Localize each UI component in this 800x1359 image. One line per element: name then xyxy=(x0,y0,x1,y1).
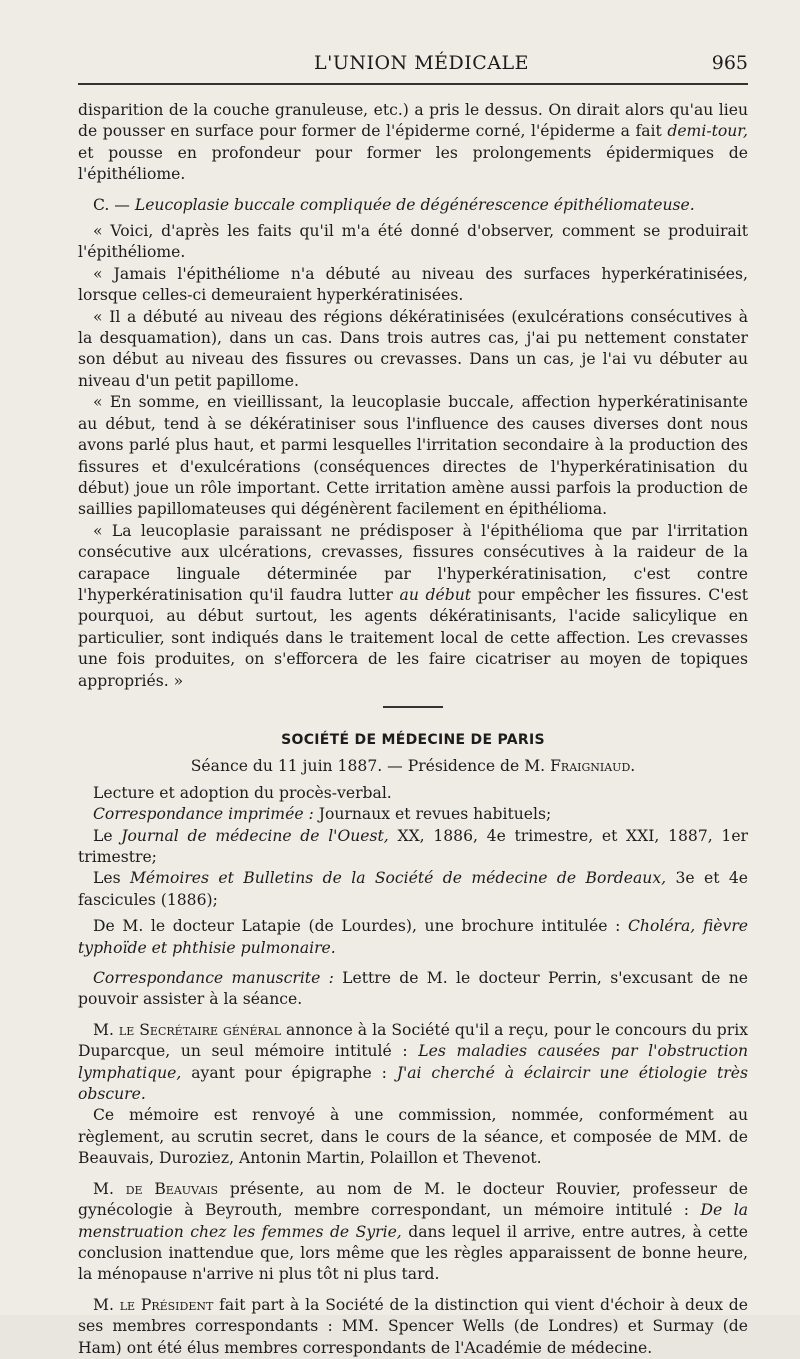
paragraph-continuation: disparition de la couche granuleuse, etc.) a pris le dessus. On dirait alors qu'au lieu de pousser en surface pour former de l'épiderme corné, l'épiderme a fait demi-tour, et pousse en profondeur pour former les prolongements épidermiques de l'épithéliome. xyxy=(78,101,748,184)
beauvais-paragraph: M. de Beauvais présente, au nom de M. le docteur Rouvier, professeur de gynécologie à Beyrouth, membre correspondant, un mémoire intitulé : De la menstruation chez les femmes de Syrie, dans lequel il arrive, entre autres, à cette conclusion inattendue que, lors même que les règles apparaissent de bonne heure, la ménopause n'arrive ni plus tôt ni plus tard. xyxy=(78,1179,748,1284)
seance-line: Séance du 11 juin 1887. — Présidence de M. Fraigniaud. xyxy=(190,757,636,776)
journal-line: Le Journal de médecine de l'Ouest, XX, 1886, 4e trimestre, et XXI, 1887, 1er trimestre; xyxy=(78,826,749,866)
president-paragraph: M. le Président fait part à la Société de la distinction qui vient d'échoir à deux de ses membres correspondants : MM. Spencer Wells (de Londres) et Surmay (de Ham) ont été élus membres correspondants de l'Académie de médecine. xyxy=(78,1295,749,1357)
page-body xyxy=(78,100,748,1359)
memoires-line: Les Mémoires et Bulletins de la Société de médecine de Bordeaux, 3e et 4e fascicules (1886); xyxy=(78,869,748,909)
paragraph-en-somme: « En somme, en vieillissant, la leucoplasie buccale, affection hyperkératinisante au début, tend à se dékératiniser sous l'influence des causes diverses dont nous avons parlé plus haut, et parmi lesquelles l'irritation secondaire à la production des fissures et d'exulcérations (conséquences directes de l'hyperkératinisation du début) joue un rôle important. Cette irritation amène aussi parfois la production de saillies papillomateuses qui dégénèrent facilement en épithélioma. xyxy=(78,393,748,519)
paragraph-leucoplasie: « La leucoplasie paraissant ne prédisposer à l'épithélioma que par l'irritation consécutive aux ulcérations, crevasses, fissures consécutives à la raideur de la carapace linguale déterminée par l'hyperkératinisation, c'est contre l'hyperkératinisation qu'il faudra lutter au début pour empêcher les fissures. C'est pourquoi, au début surtout, les agents dékératinisants, l'acide salicylique en particulier, sont indiqués dans le traitement local de cette affection. Les crevasses une fois produites, on s'efforcera de les faire cicatriser au moyen de topiques appropriés. » xyxy=(78,521,748,690)
paragraph-debut: « Il a débuté au niveau des régions dékératinisées (exulcérations consécutives à la desquamation), dans un cas. Dans trois autres cas, j'ai pu nettement constater son début au niveau des fissures ou crevasses. Dans un cas, je l'ai vu débuter au niveau d'un petit papillome. xyxy=(78,307,748,390)
secretaire-paragraph: M. le Secrétaire général annonce à la Société qu'il a reçu, pour le concours du prix Duparcque, un seul mémoire intitulé : Les maladies causées par l'obstruction lymphatique, ayant pour épigraphe : J'ai cherché à éclaircir une étiologie très obscure. xyxy=(78,1020,749,1104)
header-rule xyxy=(78,83,748,85)
running-title: L'UNION MÉDICALE xyxy=(314,52,530,74)
page-header xyxy=(78,52,748,86)
paragraph-jamais: « Jamais l'épithéliome n'a débuté au niveau des surfaces hyperkératinisées, lorsque celles-ci demeuraient hyperkératinisées. xyxy=(78,264,748,305)
paragraph-voici: « Voici, d'après les faits qu'il m'a été donné d'observer, comment se produirait l'épithéliome. xyxy=(78,222,748,262)
section-separator xyxy=(383,706,443,708)
lecture-line: Lecture et adoption du procès-verbal. xyxy=(93,783,392,802)
correspondance-imprimee: Correspondance imprimée : Journaux et revues habituels; xyxy=(93,805,552,824)
subsection-c-heading: C. — Leucoplasie buccale compliquée de dégénérescence épithéliomateuse. xyxy=(93,195,695,214)
section-title: SOCIÉTÉ DE MÉDECINE DE PARIS xyxy=(281,731,545,748)
correspondance-manuscrite: Correspondance manuscrite : Lettre de M. le docteur Perrin, s'excusant de ne pouvoir assister à la séance. xyxy=(78,969,748,1009)
page-number: 965 xyxy=(711,52,748,74)
latapie-line: De M. le docteur Latapie (de Lourdes), une brochure intitulée : Choléra, fièvre typhoïde et phthisie pulmonaire. xyxy=(78,917,748,957)
memoire-paragraph: Ce mémoire est renvoyé à une commission, nommée, conformément au règlement, au scrutin secret, dans le cours de la séance, et composée de MM. de Beauvais, Duroziez, Antonin Martin, Polaillon et Thevenot. xyxy=(78,1106,748,1168)
